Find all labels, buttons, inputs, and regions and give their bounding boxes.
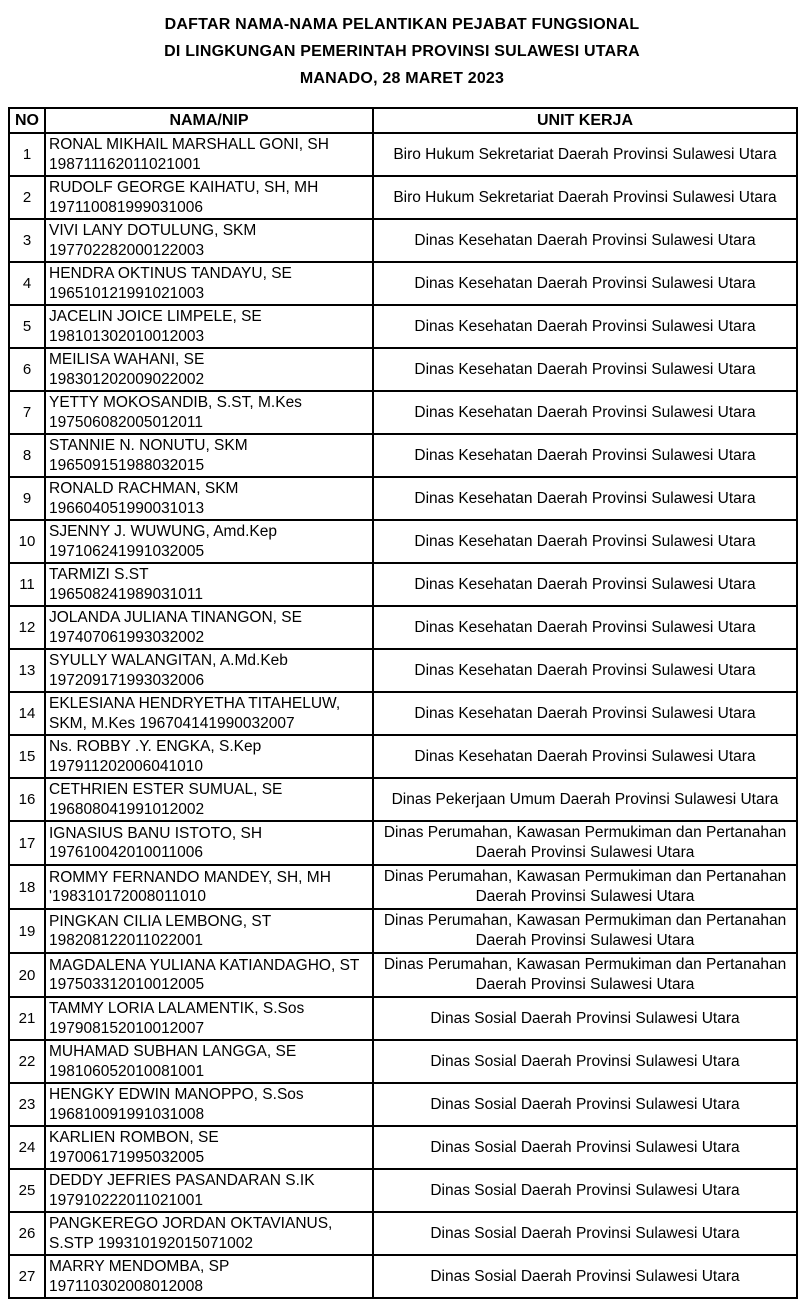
- official-nip: 197911202006041010: [49, 757, 204, 775]
- name-nip-cell: [45, 821, 373, 865]
- unit-kerja-cell: Dinas Sosial Daerah Provinsi Sulawesi Utara: [373, 1212, 797, 1255]
- unit-kerja-cell: Dinas Sosial Daerah Provinsi Sulawesi Utara: [373, 1169, 797, 1212]
- unit-kerja-cell: Dinas Kesehatan Daerah Provinsi Sulawesi Utara: [373, 606, 797, 649]
- row-number: 21: [9, 997, 45, 1040]
- official-name: ROMMY FERNANDO MANDEY, SH, MH: [49, 868, 331, 886]
- unit-kerja-cell: Dinas Sosial Daerah Provinsi Sulawesi Utara: [373, 1255, 797, 1298]
- table-row: [9, 1040, 797, 1083]
- row-number: 14: [9, 692, 45, 735]
- row-number: 19: [9, 909, 45, 953]
- row-number: 2: [9, 176, 45, 219]
- official-name: MARRY MENDOMBA, SP: [49, 1258, 230, 1275]
- official-name: DEDDY JEFRIES PASANDARAN S.IK: [49, 1172, 315, 1189]
- official-name: EKLESIANA HENDRYETHA TITAHELUW,: [49, 695, 341, 712]
- name-nip-cell: [45, 778, 373, 821]
- name-nip-cell: [45, 563, 373, 606]
- row-number: 20: [9, 953, 45, 997]
- name-nip-cell: [45, 348, 373, 391]
- name-nip-cell: [45, 262, 373, 305]
- official-name: VIVI LANY DOTULUNG, SKM: [49, 222, 257, 239]
- name-nip-cell: [45, 997, 373, 1040]
- row-number: 25: [9, 1169, 45, 1212]
- official-name: YETTY MOKOSANDIB, S.ST, M.Kes: [49, 394, 302, 411]
- name-nip-cell: [45, 1255, 373, 1298]
- unit-kerja-cell: Dinas Kesehatan Daerah Provinsi Sulawesi Utara: [373, 563, 797, 606]
- unit-kerja-cell: Dinas Perumahan, Kawasan Permukiman dan Pertanahan Daerah Provinsi Sulawesi Utara: [373, 865, 797, 909]
- title-line-1: DAFTAR NAMA-NAMA PELANTIKAN PEJABAT FUNGSIONAL: [164, 16, 640, 33]
- unit-kerja-cell: Dinas Kesehatan Daerah Provinsi Sulawesi Utara: [373, 434, 797, 477]
- table-row: [9, 1169, 797, 1212]
- official-nip: 198711162011021001: [49, 155, 201, 173]
- table-row: [9, 1083, 797, 1126]
- official-nip: 197110302008012008: [49, 1277, 204, 1295]
- name-nip-cell: [45, 1169, 373, 1212]
- unit-kerja-cell: Dinas Sosial Daerah Provinsi Sulawesi Utara: [373, 1083, 797, 1126]
- official-nip: 197209171993032006: [49, 671, 205, 689]
- official-nip: 197006171995032005: [49, 1148, 205, 1166]
- unit-kerja-cell: Dinas Sosial Daerah Provinsi Sulawesi Utara: [373, 1126, 797, 1169]
- row-number: 24: [9, 1126, 45, 1169]
- name-nip-cell: [45, 1083, 373, 1126]
- document-title: [0, 11, 804, 92]
- official-name: PINGKAN CILIA LEMBONG, ST: [49, 912, 272, 930]
- name-nip-cell: [45, 477, 373, 520]
- row-number: 3: [9, 219, 45, 262]
- official-name: HENDRA OKTINUS TANDAYU, SE: [49, 265, 292, 282]
- unit-kerja-cell: Dinas Kesehatan Daerah Provinsi Sulawesi Utara: [373, 348, 797, 391]
- row-number: 1: [9, 133, 45, 176]
- table-row: [9, 219, 797, 262]
- table-row: [9, 176, 797, 219]
- official-nip: 198208122011022001: [49, 932, 204, 949]
- name-nip-cell: [45, 909, 373, 953]
- unit-kerja-cell: Biro Hukum Sekretariat Daerah Provinsi Sulawesi Utara: [373, 133, 797, 176]
- row-number: 10: [9, 520, 45, 563]
- name-nip-cell: [45, 865, 373, 909]
- table-row: [9, 735, 797, 778]
- row-number: 23: [9, 1083, 45, 1126]
- official-name: JOLANDA JULIANA TINANGON, SE: [49, 609, 302, 626]
- unit-kerja-cell: Dinas Perumahan, Kawasan Permukiman dan Pertanahan Daerah Provinsi Sulawesi Utara: [373, 953, 797, 997]
- unit-kerja-cell: Dinas Kesehatan Daerah Provinsi Sulawesi Utara: [373, 262, 797, 305]
- officials-table: [8, 107, 798, 1299]
- official-nip: 197908152010012007: [49, 1019, 205, 1037]
- unit-kerja-cell: Dinas Sosial Daerah Provinsi Sulawesi Utara: [373, 1040, 797, 1083]
- name-nip-cell: [45, 176, 373, 219]
- official-nip: 196510121991021003: [49, 284, 205, 302]
- table-row: [9, 692, 797, 735]
- official-name: CETHRIEN ESTER SUMUAL, SE: [49, 781, 283, 798]
- table-header-row: [9, 108, 797, 133]
- official-name: SYULLY WALANGITAN, A.Md.Keb: [49, 652, 288, 669]
- unit-kerja-cell: Dinas Kesehatan Daerah Provinsi Sulawesi Utara: [373, 477, 797, 520]
- unit-kerja-cell: Dinas Perumahan, Kawasan Permukiman dan Pertanahan Daerah Provinsi Sulawesi Utara: [373, 821, 797, 865]
- official-name: JACELIN JOICE LIMPELE, SE: [49, 308, 262, 325]
- table-row: [9, 305, 797, 348]
- row-number: 6: [9, 348, 45, 391]
- name-nip-cell: [45, 1212, 373, 1255]
- table-row: [9, 391, 797, 434]
- table-row: [9, 563, 797, 606]
- unit-kerja-cell: Dinas Pekerjaan Umum Daerah Provinsi Sulawesi Utara: [373, 778, 797, 821]
- table-row: [9, 348, 797, 391]
- unit-kerja-cell: Dinas Kesehatan Daerah Provinsi Sulawesi Utara: [373, 520, 797, 563]
- table-row: [9, 953, 797, 997]
- official-nip: S.STP 199310192015071002: [49, 1234, 253, 1252]
- official-nip: '198310172008011010: [49, 888, 206, 905]
- table-row: [9, 133, 797, 176]
- table-row: [9, 1255, 797, 1298]
- table-row: [9, 997, 797, 1040]
- row-number: 11: [9, 563, 45, 606]
- official-name: HENGKY EDWIN MANOPPO, S.Sos: [49, 1086, 304, 1103]
- official-name: SJENNY J. WUWUNG, Amd.Kep: [49, 523, 277, 540]
- table-row: [9, 477, 797, 520]
- unit-kerja-cell: Dinas Kesehatan Daerah Provinsi Sulawesi Utara: [373, 692, 797, 735]
- unit-kerja-cell: Dinas Kesehatan Daerah Provinsi Sulawesi Utara: [373, 391, 797, 434]
- unit-kerja-cell: Dinas Perumahan, Kawasan Permukiman dan Pertanahan Daerah Provinsi Sulawesi Utara: [373, 909, 797, 953]
- official-nip: 197506082005012011: [49, 413, 204, 431]
- table-row: [9, 821, 797, 865]
- name-nip-cell: [45, 305, 373, 348]
- name-nip-cell: [45, 606, 373, 649]
- title-line-2: DI LINGKUNGAN PEMERINTAH PROVINSI SULAWESI UTARA: [164, 43, 640, 60]
- row-number: 4: [9, 262, 45, 305]
- unit-kerja-cell: Dinas Kesehatan Daerah Provinsi Sulawesi Utara: [373, 649, 797, 692]
- row-number: 22: [9, 1040, 45, 1083]
- table-row: [9, 909, 797, 953]
- col-header-unit-kerja: UNIT KERJA: [373, 108, 797, 133]
- official-nip: 197910222011021001: [49, 1191, 204, 1209]
- row-number: 5: [9, 305, 45, 348]
- table-row: [9, 778, 797, 821]
- official-nip: 197407061993032002: [49, 628, 205, 646]
- name-nip-cell: [45, 1040, 373, 1083]
- name-nip-cell: [45, 391, 373, 434]
- official-name: MAGDALENA YULIANA KATIANDAGHO, ST: [49, 956, 360, 974]
- official-nip: 197503312010012005: [49, 976, 205, 993]
- row-number: 16: [9, 778, 45, 821]
- name-nip-cell: [45, 649, 373, 692]
- col-header-no: NO: [9, 108, 45, 133]
- official-name: Ns. ROBBY .Y. ENGKA, S.Kep: [49, 738, 262, 755]
- official-nip: 197702282000122003: [49, 241, 205, 259]
- unit-kerja-cell: Dinas Kesehatan Daerah Provinsi Sulawesi Utara: [373, 219, 797, 262]
- row-number: 7: [9, 391, 45, 434]
- official-nip: 197610042010011006: [49, 844, 204, 861]
- official-name: STANNIE N. NONUTU, SKM: [49, 437, 248, 454]
- name-nip-cell: [45, 692, 373, 735]
- title-line-3: MANADO, 28 MARET 2023: [299, 70, 505, 87]
- official-name: RONAL MIKHAIL MARSHALL GONI, SH: [49, 136, 329, 153]
- table-row: [9, 649, 797, 692]
- row-number: 9: [9, 477, 45, 520]
- table-row: [9, 606, 797, 649]
- official-nip: 198301202009022002: [49, 370, 205, 388]
- official-nip: 196808041991012002: [49, 800, 205, 818]
- official-name: MEILISA WAHANI, SE: [49, 351, 205, 368]
- official-nip: 196509151988032015: [49, 456, 205, 474]
- name-nip-cell: [45, 1126, 373, 1169]
- table-row: [9, 1126, 797, 1169]
- official-name: IGNASIUS BANU ISTOTO, SH: [49, 824, 263, 842]
- official-name: PANGKEREGO JORDAN OKTAVIANUS,: [49, 1215, 333, 1232]
- row-number: 17: [9, 821, 45, 865]
- unit-kerja-cell: Dinas Kesehatan Daerah Provinsi Sulawesi Utara: [373, 305, 797, 348]
- row-number: 12: [9, 606, 45, 649]
- unit-kerja-cell: Dinas Kesehatan Daerah Provinsi Sulawesi Utara: [373, 735, 797, 778]
- name-nip-cell: [45, 953, 373, 997]
- unit-kerja-cell: Dinas Sosial Daerah Provinsi Sulawesi Utara: [373, 997, 797, 1040]
- official-name: MUHAMAD SUBHAN LANGGA, SE: [49, 1043, 297, 1060]
- table-row: [9, 262, 797, 305]
- official-nip: SKM, M.Kes 196704141990032007: [49, 714, 295, 732]
- row-number: 26: [9, 1212, 45, 1255]
- table-row: [9, 1212, 797, 1255]
- row-number: 15: [9, 735, 45, 778]
- official-name: KARLIEN ROMBON, SE: [49, 1129, 219, 1146]
- official-nip: 197106241991032005: [49, 542, 205, 560]
- name-nip-cell: [45, 133, 373, 176]
- name-nip-cell: [45, 520, 373, 563]
- official-name: RONALD RACHMAN, SKM: [49, 480, 239, 497]
- name-nip-cell: [45, 735, 373, 778]
- official-nip: 198106052010081001: [49, 1062, 205, 1080]
- row-number: 8: [9, 434, 45, 477]
- col-header-nama-nip: NAMA/NIP: [45, 108, 373, 133]
- row-number: 13: [9, 649, 45, 692]
- row-number: 18: [9, 865, 45, 909]
- table-row: [9, 865, 797, 909]
- official-name: TAMMY LORIA LALAMENTIK, S.Sos: [49, 1000, 305, 1017]
- name-nip-cell: [45, 219, 373, 262]
- official-nip: 197110081999031006: [49, 198, 204, 216]
- table-row: [9, 434, 797, 477]
- name-nip-cell: [45, 434, 373, 477]
- row-number: 27: [9, 1255, 45, 1298]
- official-nip: 198101302010012003: [49, 327, 205, 345]
- official-nip: 196508241989031011: [49, 585, 204, 603]
- table-row: [9, 520, 797, 563]
- official-name: RUDOLF GEORGE KAIHATU, SH, MH: [49, 179, 319, 196]
- unit-kerja-cell: Biro Hukum Sekretariat Daerah Provinsi Sulawesi Utara: [373, 176, 797, 219]
- official-nip: 196604051990031013: [49, 499, 205, 517]
- official-name: TARMIZI S.ST: [49, 566, 149, 583]
- official-nip: 196810091991031008: [49, 1105, 205, 1123]
